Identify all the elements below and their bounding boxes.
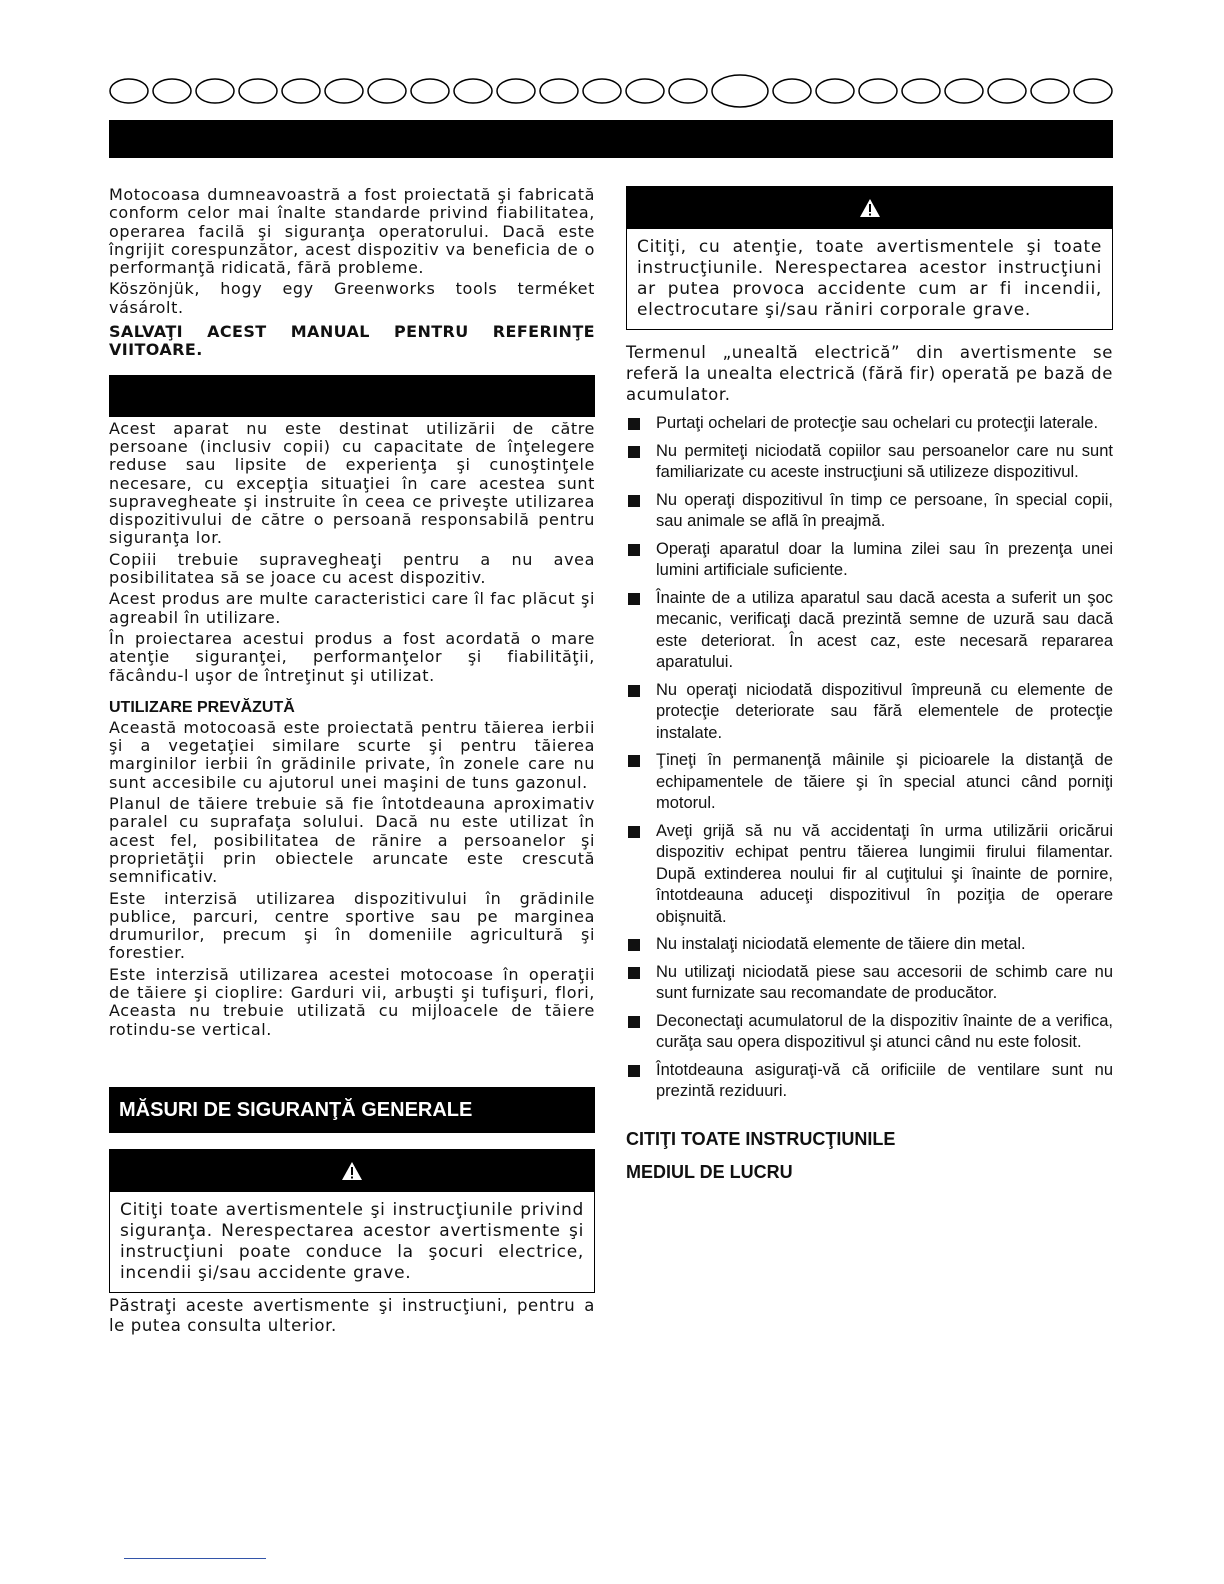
language-tab-oval <box>773 79 811 103</box>
list-item <box>626 588 1113 674</box>
language-tab-oval <box>626 79 664 103</box>
bullet-text: Nu utilizaţi niciodată piese sau accesorii de schimb care nu sunt furnizate sau recomandate de producător. <box>656 962 1113 1002</box>
intended-use-paragraph: Planul de tăiere trebuie să fie întotdeauna aproximativ paralel cu suprafaţa solului. Dacă nu este utilizat în acest fel, posibilitatea de rănire a persoanelor şi proprietăţii prin obiectele aruncate este crescută semnificativ. <box>109 794 595 887</box>
bullet-square-icon <box>628 1016 640 1028</box>
bullet-text: Ţineţi în permanenţă mâinile şi picioarele la distanţă de echipamentele de tăiere şi în special atunci când porniţi motorul. <box>656 751 1113 812</box>
bullet-square-icon <box>628 939 640 951</box>
language-tab-oval <box>1031 79 1069 103</box>
intended-use-paragraph: Este interzisă utilizarea acestei motocoase în operaţii de tăiere şi cioplire: Garduri vii, arbuşti şi tufişuri, flori, Aceasta nu trebuie utilizată cu mijloacele de tăiere rotindu-se vertical. <box>109 964 595 1039</box>
bullet-square-icon <box>628 593 640 605</box>
list-item <box>626 539 1113 582</box>
bullet-square-icon <box>628 755 640 767</box>
body-paragraph: În proiectarea acestui produs a fost acordată o mare atenţie siguranţei, performanţelor şi fiabilităţii, făcându-l uşor de întreţinut şi utilizat. <box>109 628 595 685</box>
bullet-square-icon <box>628 1065 640 1077</box>
bullet-text: Nu operaţi dispozitivul în timp ce persoane, în special copii, sau animale se află în preajmă. <box>656 490 1113 530</box>
bullet-text: Deconectaţi acumulatorul de la dispozitiv înainte de a verifica, curăţa sau opera dispozitivul şi atunci când nu este folosit. <box>656 1011 1113 1051</box>
language-tab-oval <box>497 79 535 103</box>
list-item <box>626 1011 1113 1054</box>
language-tab-oval <box>712 75 768 107</box>
language-tab-ovals <box>109 74 1113 108</box>
language-tab-oval <box>816 79 854 103</box>
intro-paragraph: Motocoasa dumneavoastră a fost proiectată şi fabricată conform celor mai înalte standarde privind fiabilitatea, operarea facilă şi siguranţa operatorului. Dacă este îngrijit corespunzător, acest dispozitiv va beneficia de o performanţă ridicată, fără probleme. <box>109 185 595 278</box>
language-tab-oval <box>368 79 406 103</box>
language-tab-oval <box>325 79 363 103</box>
warning-text: Citiţi, cu atenţie, toate avertismentele şi toate instrucţiunile. Nerespectarea acestor instrucţiuni ar putea provoca accidente cum ar fi incendii, electrocutare şi/sau răniri corporale grave. <box>637 237 1102 320</box>
right-column <box>626 186 1113 1183</box>
body-paragraph: Acest aparat nu este destinat utilizării de către persoane (inclusiv copii) cu capacitate de înţelegere reduse sau lipsite de experienţa şi cunoştinţele necesare, cu excepţia situaţiei în care acestea sunt supravegheate şi instruite în ceea ce priveşte utilizarea dispozitivului de către o persoană responsabilă pentru siguranţa lor. <box>109 418 595 548</box>
list-item <box>626 1060 1113 1103</box>
language-tabs <box>109 74 1113 108</box>
list-item <box>626 821 1113 929</box>
bullet-text: Purtaţi ochelari de protecţie sau ochelari cu protecţii laterale. <box>656 414 1099 432</box>
warning-box <box>109 1149 595 1293</box>
save-manual-notice: SALVAŢI ACEST MANUAL PENTRU REFERINŢE VIITOARE. <box>109 322 595 360</box>
list-item <box>626 934 1113 956</box>
bullet-text: Aveţi grijă să nu vă accidentaţi în urma utilizării oricărui dispozitiv echipat pentru tăierea lungimii firului filamentar. După extinderea noului fir al cuţitului şi înainte de pornire, întotdeauna aduceţi dispozitivul în poziţia de operare obişnuită. <box>656 821 1113 926</box>
bullet-text: Nu operaţi niciodată dispozitivul împreună cu elemente de protecţie deteriorate sau fără elementele de protecţie instalate. <box>656 680 1113 742</box>
header-bar <box>109 120 1113 158</box>
safety-bullet-list <box>626 413 1113 1103</box>
general-safety-heading: MĂSURI DE SIGURANŢĂ GENERALE <box>109 1087 595 1133</box>
language-tab-oval <box>239 79 277 103</box>
read-all-heading: CITIŢI TOATE INSTRUCŢIUNILE <box>626 1128 896 1149</box>
general-safety-block <box>109 1087 595 1339</box>
intended-use-heading: UTILIZARE PREVĂZUTĂ <box>109 698 295 716</box>
language-tab-oval <box>988 79 1026 103</box>
language-tab-oval <box>411 79 449 103</box>
thanks-paragraph: Köszönjük, hogy egy Greenworks tools terméket vásárolt. <box>109 279 595 317</box>
bullet-text: Înainte de a utiliza aparatul sau dacă acesta a suferit un şoc mecanic, verificaţi dacă prezintă semne de uzură sau dacă este deteriorat. În acest caz, este necesară repararea aparatului. <box>656 588 1113 671</box>
warning-triangle-icon <box>341 1161 363 1181</box>
bullet-square-icon <box>628 967 640 979</box>
list-item <box>626 750 1113 815</box>
language-tab-oval <box>282 79 320 103</box>
language-tab-oval <box>945 79 983 103</box>
intended-use-paragraph: Este interzisă utilizarea dispozitivului în grădinile publice, parcuri, centre sportive sau pe marginea drumurilor, precum şi în domeniile agricultură şi forestier. <box>109 888 595 963</box>
list-item <box>626 680 1113 745</box>
bullet-square-icon <box>628 495 640 507</box>
keep-instructions-text: Păstraţi aceste avertismente şi instrucţiuni, pentru a le putea consulta ulterior. <box>109 1296 595 1335</box>
left-column <box>109 186 595 1042</box>
bullet-square-icon <box>628 544 640 556</box>
language-tab-oval <box>110 79 148 103</box>
language-tab-oval <box>859 79 897 103</box>
language-tab-oval <box>540 79 578 103</box>
language-tab-oval <box>196 79 234 103</box>
language-tab-oval <box>153 79 191 103</box>
section-bar <box>109 375 595 417</box>
warning-box <box>626 186 1113 330</box>
bullet-text: Întotdeauna asiguraţi-vă că orificiile de ventilare sunt nu prezintă reziduuri. <box>656 1060 1113 1100</box>
warning-text: Citiţi toate avertismentele şi instrucţiunile privind siguranţa. Nerespectarea acestor avertismente şi instrucţiuni poate conduce la şocuri electrice, incendii şi/sau accidente grave. <box>120 1200 584 1283</box>
warning-bar <box>627 187 1112 229</box>
list-item <box>626 962 1113 1005</box>
list-item <box>626 413 1113 435</box>
bullet-text: Operaţi aparatul doar la lumina zilei sau în prezenţa unei lumini artificiale suficiente. <box>656 539 1113 579</box>
list-item <box>626 490 1113 533</box>
intended-use-paragraph: Această motocoasă este proiectată pentru tăierea ierbii şi a vegetaţiei similare scurte şi pentru tăierea marginilor ierbii în grădinile private, în zonele care nu sunt accesibile cu ajutorul unei maşini de tuns gazonul. <box>109 717 595 792</box>
work-area-heading: MEDIUL DE LUCRU <box>626 1161 793 1182</box>
language-tab-oval <box>902 79 940 103</box>
language-tab-oval <box>669 79 707 103</box>
bullet-text: Nu permiteţi niciodată copiilor sau persoanelor care nu sunt familiarizate cu aceste instrucţiuni să utilizeze dispozitivul. <box>656 441 1113 481</box>
body-paragraph: Copiii trebuie supravegheaţi pentru a nu avea posibilitatea să se joace cu acest dispozitiv. <box>109 549 595 588</box>
language-tab-oval <box>583 79 621 103</box>
language-tab-oval <box>1074 79 1112 103</box>
bullet-square-icon <box>628 826 640 838</box>
term-definition: Termenul „unealtă electrică” din avertismente se referă la unealta electrică (fără fir) operată pe bază de acumulator. <box>626 343 1113 404</box>
bullet-text: Nu instalaţi niciodată elemente de tăiere din metal. <box>656 935 1026 953</box>
footer-rule <box>124 1558 266 1559</box>
warning-bar <box>110 1150 594 1192</box>
bullet-square-icon <box>628 685 640 697</box>
list-item <box>626 441 1113 484</box>
body-paragraph: Acest produs are multe caracteristici care îl fac plăcut şi agreabil în utilizare. <box>109 589 595 627</box>
bullet-square-icon <box>628 418 640 430</box>
warning-triangle-icon <box>859 198 881 218</box>
language-tab-oval <box>454 79 492 103</box>
bullet-square-icon <box>628 446 640 458</box>
